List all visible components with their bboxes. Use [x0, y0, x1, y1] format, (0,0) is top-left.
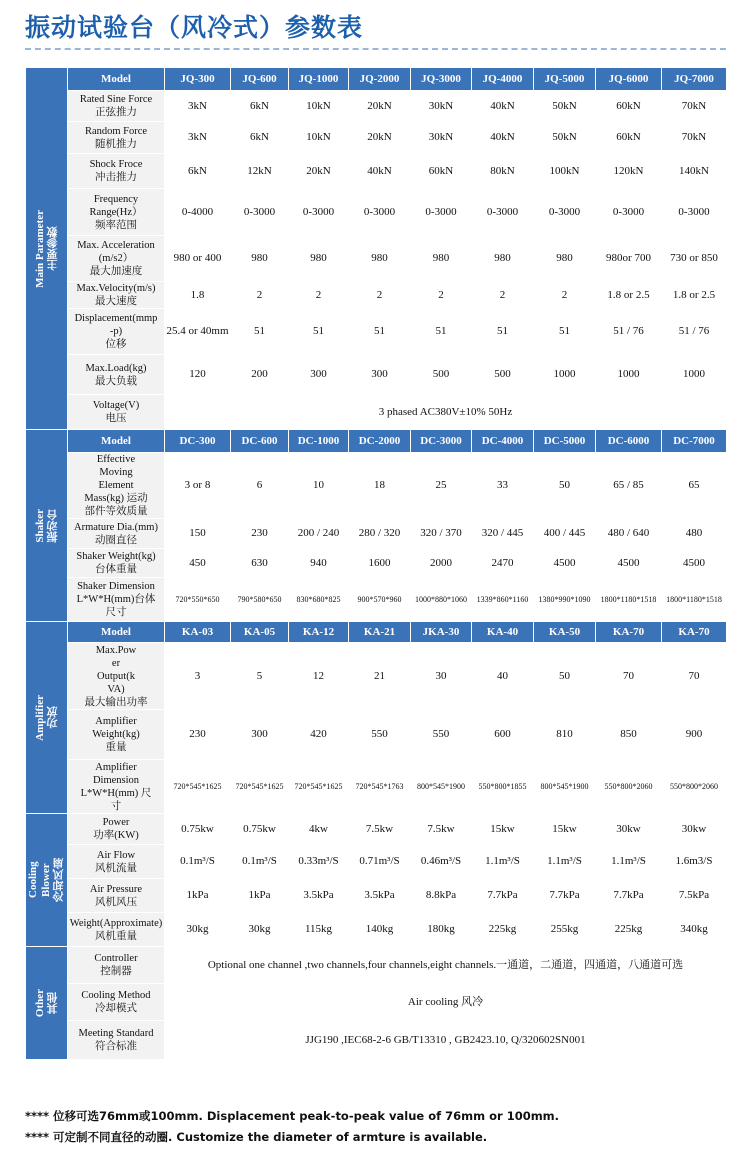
row-label: Frequency Range(Hz） 频率范围: [68, 189, 165, 236]
table-row: [26, 578, 727, 622]
table-cell: 7.7kPa: [534, 879, 596, 913]
row-label: Max.Velocity(m/s) 最大速度: [68, 282, 165, 309]
table-cell: 400 / 445: [534, 519, 596, 549]
table-cell: 30kw: [662, 814, 727, 845]
table-cell: 51 / 76: [662, 309, 727, 355]
model-header-cell: DC-6000: [596, 430, 662, 453]
table-cell: 70kN: [662, 122, 727, 154]
model-header-cell: JQ-600: [231, 68, 289, 91]
table-cell: 10kN: [289, 122, 349, 154]
table-cell: 30: [411, 643, 472, 710]
table-cell: 3: [165, 643, 231, 710]
model-header-cell: DC-300: [165, 430, 231, 453]
table-cell: 3.5kPa: [349, 879, 411, 913]
table-cell: 51: [349, 309, 411, 355]
table-cell: 4500: [596, 549, 662, 578]
table-cell: 790*580*650: [231, 578, 289, 622]
model-header-cell: DC-7000: [662, 430, 727, 453]
table-cell: 0-3000: [596, 189, 662, 236]
table-cell: 50: [534, 643, 596, 710]
table-cell: 800*545*1900: [534, 760, 596, 814]
table-row: [26, 643, 727, 710]
table-cell: 550*800*2060: [596, 760, 662, 814]
table-cell: 980 or 400: [165, 236, 231, 282]
row-label: Max. Acceleration (m/s2） 最大加速度: [68, 236, 165, 282]
table-cell: 1kPa: [165, 879, 231, 913]
table-cell: 1.1m³/S: [596, 845, 662, 879]
table-cell: 1000: [596, 355, 662, 395]
table-cell: 3.5kPa: [289, 879, 349, 913]
table-cell: 300: [231, 710, 289, 760]
row-label: Weight(Approximate) 风机重量: [68, 913, 165, 947]
table-cell: 340kg: [662, 913, 727, 947]
table-cell: 0.1m³/S: [165, 845, 231, 879]
table-cell: 6: [231, 453, 289, 519]
table-cell: 280 / 320: [349, 519, 411, 549]
table-cell: 850: [596, 710, 662, 760]
table-cell: 51 / 76: [596, 309, 662, 355]
table-cell: 30kw: [596, 814, 662, 845]
table-cell: 1800*1180*1518: [596, 578, 662, 622]
row-label: Meeting Standard 符合标准: [68, 1021, 165, 1060]
table-cell: 0.33m³/S: [289, 845, 349, 879]
table-cell: 7.7kPa: [596, 879, 662, 913]
table-cell: 3kN: [165, 122, 231, 154]
table-cell: 0-3000: [231, 189, 289, 236]
table-cell: 50kN: [534, 91, 596, 122]
table-cell: 830*680*825: [289, 578, 349, 622]
model-header-cell: JQ-3000: [411, 68, 472, 91]
section-label: [26, 947, 68, 1060]
table-cell: 980or 700: [596, 236, 662, 282]
table-cell: 0-3000: [349, 189, 411, 236]
model-header-cell: JKA-30: [411, 622, 472, 643]
table-cell: 720*545*1763: [349, 760, 411, 814]
table-cell: 7.7kPa: [472, 879, 534, 913]
model-header-cell: KA-70: [662, 622, 727, 643]
table-cell: 300: [349, 355, 411, 395]
table-cell: 30kN: [411, 122, 472, 154]
table-cell: 150: [165, 519, 231, 549]
table-cell: 1.8: [165, 282, 231, 309]
table-cell: 25.4 or 40mm: [165, 309, 231, 355]
footnote-armature: **** 可定制不同直径的动圈. Customize the diameter of armture is available.: [25, 1130, 488, 1144]
table-row: [26, 282, 727, 309]
row-label: Air Flow 风机流量: [68, 845, 165, 879]
row-label: Shaker Weight(kg) 台体重量: [68, 549, 165, 578]
table-cell: 4500: [534, 549, 596, 578]
page-title: 振动试验台（风冷式）参数表: [25, 13, 364, 42]
table-cell: 10kN: [289, 91, 349, 122]
table-cell: 420: [289, 710, 349, 760]
table-row: [26, 549, 727, 578]
model-header-cell: JQ-6000: [596, 68, 662, 91]
table-cell: 40kN: [472, 91, 534, 122]
row-span-value: JJG190 ,IEC68-2-6 GB/T13310 , GB2423.10, Q/320602SN001: [165, 1021, 727, 1060]
table-cell: 120: [165, 355, 231, 395]
table-row: [26, 91, 727, 122]
table-cell: 720*550*650: [165, 578, 231, 622]
row-label: Power 功率(KW): [68, 814, 165, 845]
table-cell: 550*800*1855: [472, 760, 534, 814]
model-header-cell: DC-2000: [349, 430, 411, 453]
row-label: Controller 控制器: [68, 947, 165, 984]
table-cell: 1000: [534, 355, 596, 395]
table-cell: 0.75kw: [231, 814, 289, 845]
table-cell: 2000: [411, 549, 472, 578]
table-cell: 20kN: [289, 154, 349, 189]
table-cell: 25: [411, 453, 472, 519]
table-cell: 810: [534, 710, 596, 760]
table-cell: 0-3000: [411, 189, 472, 236]
row-span-value: Optional one channel ,two channels,four channels,eight channels.一通道，二通道，四通道，八通道可选: [165, 947, 727, 984]
row-label: Shock Froce 冲击推力: [68, 154, 165, 189]
table-cell: 2470: [472, 549, 534, 578]
table-row: [26, 984, 727, 1021]
table-cell: 80kN: [472, 154, 534, 189]
row-label: Effective Moving Element Mass(kg) 运动 部件等效质量: [68, 453, 165, 519]
section-label-text: Shaker 振动台: [33, 508, 59, 543]
table-cell: 20kN: [349, 91, 411, 122]
section-label-text: Cooling Blower 冷却风扇: [27, 858, 65, 902]
row-span-value: 3 phased AC380V±10% 50Hz: [165, 395, 727, 430]
table-cell: 0.71m³/S: [349, 845, 411, 879]
table-cell: 940: [289, 549, 349, 578]
row-label: Random Force 随机推力: [68, 122, 165, 154]
table-cell: 980: [349, 236, 411, 282]
table-row: [26, 189, 727, 236]
table-cell: 10: [289, 453, 349, 519]
table-cell: 225kg: [472, 913, 534, 947]
model-header-cell: JQ-7000: [662, 68, 727, 91]
table-cell: 1380*990*1090: [534, 578, 596, 622]
model-header-label: Model: [68, 68, 165, 91]
model-header-cell: KA-03: [165, 622, 231, 643]
table-cell: 500: [472, 355, 534, 395]
row-label: Shaker Dimension L*W*H(mm)台体 尺寸: [68, 578, 165, 622]
table-cell: 60kN: [411, 154, 472, 189]
table-cell: 550: [349, 710, 411, 760]
model-header-cell: DC-5000: [534, 430, 596, 453]
table-cell: 70: [596, 643, 662, 710]
table-cell: 480: [662, 519, 727, 549]
section-label: [26, 430, 68, 622]
table-cell: 140kN: [662, 154, 727, 189]
row-label: Cooling Method 冷却模式: [68, 984, 165, 1021]
table-cell: 12kN: [231, 154, 289, 189]
table-cell: 6kN: [165, 154, 231, 189]
table-cell: 980: [231, 236, 289, 282]
table-cell: 65: [662, 453, 727, 519]
table-row: [26, 395, 727, 430]
table-cell: 450: [165, 549, 231, 578]
table-cell: 720*545*1625: [165, 760, 231, 814]
model-header-cell: DC-1000: [289, 430, 349, 453]
table-row: [26, 814, 727, 845]
table-cell: 2: [231, 282, 289, 309]
model-header-cell: JQ-5000: [534, 68, 596, 91]
table-cell: 0-3000: [534, 189, 596, 236]
table-row: [26, 519, 727, 549]
table-cell: 720*545*1625: [231, 760, 289, 814]
section-label: [26, 622, 68, 814]
model-header-label: Model: [68, 622, 165, 643]
model-header-cell: KA-70: [596, 622, 662, 643]
row-label: Amplifier Dimension L*W*H(mm) 尺 寸: [68, 760, 165, 814]
table-cell: 2: [534, 282, 596, 309]
table-cell: 2: [411, 282, 472, 309]
row-label: Displacement(mmp -p) 位移: [68, 309, 165, 355]
table-cell: 140kg: [349, 913, 411, 947]
table-cell: 630: [231, 549, 289, 578]
table-cell: 0.75kw: [165, 814, 231, 845]
table-cell: 6kN: [231, 122, 289, 154]
table-cell: 320 / 370: [411, 519, 472, 549]
section-label-text: Amplifier 功放: [33, 694, 59, 741]
table-cell: 5: [231, 643, 289, 710]
table-cell: 0.46m³/S: [411, 845, 472, 879]
table-cell: 980: [289, 236, 349, 282]
table-cell: 980: [411, 236, 472, 282]
table-cell: 30kg: [231, 913, 289, 947]
table-cell: 7.5kw: [349, 814, 411, 845]
table-cell: 51: [231, 309, 289, 355]
table-row: [26, 154, 727, 189]
row-label: Max.Load(kg) 最大负载: [68, 355, 165, 395]
table-cell: 51: [411, 309, 472, 355]
model-header-cell: KA-40: [472, 622, 534, 643]
section-label: [26, 814, 68, 947]
table-cell: 0.1m³/S: [231, 845, 289, 879]
model-header-cell: JQ-300: [165, 68, 231, 91]
table-cell: 225kg: [596, 913, 662, 947]
table-cell: 1800*1180*1518: [662, 578, 727, 622]
table-cell: 2: [349, 282, 411, 309]
table-cell: 480 / 640: [596, 519, 662, 549]
table-row: [26, 355, 727, 395]
table-cell: 30kg: [165, 913, 231, 947]
table-cell: 15kw: [534, 814, 596, 845]
model-header-cell: JQ-2000: [349, 68, 411, 91]
table-row: [26, 1021, 727, 1060]
table-cell: 4500: [662, 549, 727, 578]
table-cell: 980: [534, 236, 596, 282]
table-cell: 40: [472, 643, 534, 710]
table-row: [26, 236, 727, 282]
table-row: [26, 760, 727, 814]
table-cell: 1.1m³/S: [534, 845, 596, 879]
table-cell: 900*570*960: [349, 578, 411, 622]
table-cell: 0-3000: [289, 189, 349, 236]
row-label: Amplifier Weight(kg) 重量: [68, 710, 165, 760]
table-cell: 40kN: [349, 154, 411, 189]
table-cell: 1339*860*1160: [472, 578, 534, 622]
table-row: [26, 453, 727, 519]
table-cell: 4kw: [289, 814, 349, 845]
table-cell: 51: [472, 309, 534, 355]
table-cell: 50kN: [534, 122, 596, 154]
table-cell: 550*800*2060: [662, 760, 727, 814]
table-cell: 2: [472, 282, 534, 309]
table-cell: 1.8 or 2.5: [596, 282, 662, 309]
table-cell: 900: [662, 710, 727, 760]
table-cell: 180kg: [411, 913, 472, 947]
footnotes: [25, 1106, 559, 1148]
table-cell: 200 / 240: [289, 519, 349, 549]
table-cell: 230: [165, 710, 231, 760]
footnote-displacement: **** 位移可选76mm或100mm. Displacement peak-to-peak value of 76mm or 100mm.: [25, 1109, 560, 1123]
row-span-value: Air cooling 风冷: [165, 984, 727, 1021]
table-cell: 0-4000: [165, 189, 231, 236]
table-cell: 0-3000: [662, 189, 727, 236]
row-label: Voltage(V) 电压: [68, 395, 165, 430]
table-cell: 3kN: [165, 91, 231, 122]
table-cell: 20kN: [349, 122, 411, 154]
model-header-cell: KA-12: [289, 622, 349, 643]
model-header-cell: JQ-4000: [472, 68, 534, 91]
table-cell: 255kg: [534, 913, 596, 947]
table-cell: 70: [662, 643, 727, 710]
table-cell: 0-3000: [472, 189, 534, 236]
table-cell: 60kN: [596, 122, 662, 154]
table-cell: 30kN: [411, 91, 472, 122]
table-row: [26, 845, 727, 879]
table-cell: 230: [231, 519, 289, 549]
table-cell: 1.6m3/S: [662, 845, 727, 879]
table-cell: 3 or 8: [165, 453, 231, 519]
model-header-label: Model: [68, 430, 165, 453]
title-divider: [25, 48, 726, 50]
table-cell: 50: [534, 453, 596, 519]
table-cell: 6kN: [231, 91, 289, 122]
table-cell: 18: [349, 453, 411, 519]
table-row: [26, 947, 727, 984]
table-cell: 7.5kPa: [662, 879, 727, 913]
model-header-cell: KA-21: [349, 622, 411, 643]
table-cell: 12: [289, 643, 349, 710]
model-header-cell: DC-600: [231, 430, 289, 453]
table-cell: 730 or 850: [662, 236, 727, 282]
table-cell: 1kPa: [231, 879, 289, 913]
table-cell: 70kN: [662, 91, 727, 122]
table-cell: 720*545*1625: [289, 760, 349, 814]
table-cell: 200: [231, 355, 289, 395]
table-row: [26, 913, 727, 947]
model-header-cell: DC-4000: [472, 430, 534, 453]
model-header-cell: JQ-1000: [289, 68, 349, 91]
table-cell: 1000: [662, 355, 727, 395]
table-cell: 21: [349, 643, 411, 710]
table-cell: 1.1m³/S: [472, 845, 534, 879]
table-cell: 100kN: [534, 154, 596, 189]
table-row: [26, 710, 727, 760]
row-label: Rated Sine Force 正弦推力: [68, 91, 165, 122]
table-cell: 7.5kw: [411, 814, 472, 845]
table-cell: 51: [289, 309, 349, 355]
section-label-text: Main Parameter 主要参数: [33, 209, 59, 288]
table-cell: 115kg: [289, 913, 349, 947]
section-label-text: Other 其他: [33, 988, 59, 1018]
table-cell: 800*545*1900: [411, 760, 472, 814]
table-cell: 2: [289, 282, 349, 309]
table-row: [26, 309, 727, 355]
table-cell: 550: [411, 710, 472, 760]
table-cell: 1600: [349, 549, 411, 578]
row-label: Air Pressure 风机风压: [68, 879, 165, 913]
spec-table: [25, 67, 727, 1060]
table-cell: 60kN: [596, 91, 662, 122]
table-cell: 320 / 445: [472, 519, 534, 549]
table-row: [26, 879, 727, 913]
model-header-cell: KA-05: [231, 622, 289, 643]
table-cell: 1.8 or 2.5: [662, 282, 727, 309]
table-cell: 65 / 85: [596, 453, 662, 519]
model-header-cell: DC-3000: [411, 430, 472, 453]
table-cell: 8.8kPa: [411, 879, 472, 913]
section-label: [26, 68, 68, 430]
table-cell: 300: [289, 355, 349, 395]
table-cell: 15kw: [472, 814, 534, 845]
row-label: Armature Dia.(mm) 动圈直径: [68, 519, 165, 549]
table-cell: 1000*880*1060: [411, 578, 472, 622]
table-cell: 51: [534, 309, 596, 355]
table-cell: 40kN: [472, 122, 534, 154]
table-cell: 600: [472, 710, 534, 760]
table-cell: 980: [472, 236, 534, 282]
table-cell: 500: [411, 355, 472, 395]
model-header-cell: KA-50: [534, 622, 596, 643]
table-cell: 120kN: [596, 154, 662, 189]
table-cell: 33: [472, 453, 534, 519]
row-label: Max.Pow er Output(k VA) 最大输出功率: [68, 643, 165, 710]
table-row: [26, 122, 727, 154]
